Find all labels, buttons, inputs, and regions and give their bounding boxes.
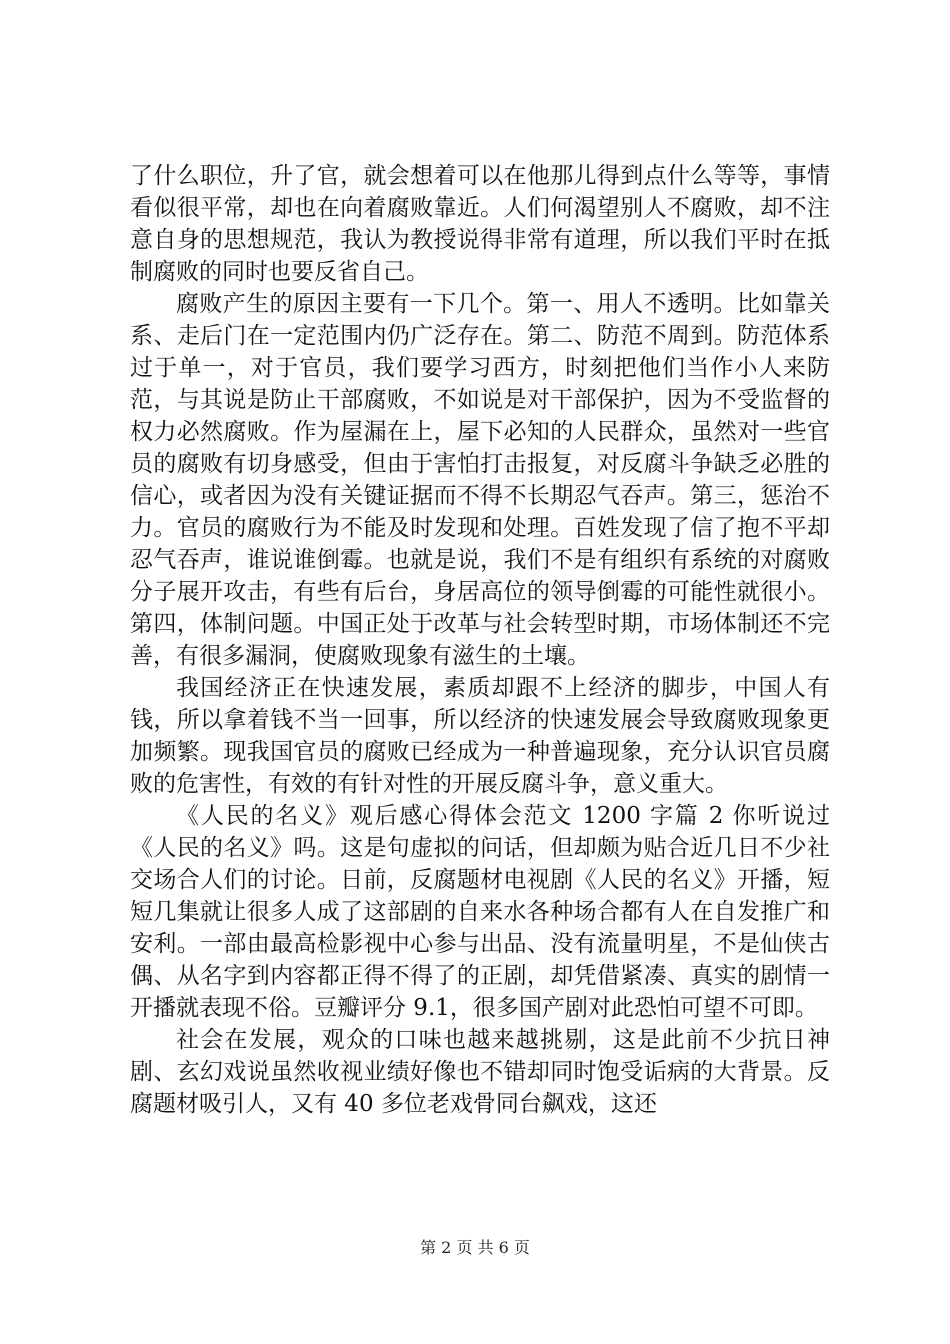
page-footer: 第 2 页 共 6 页	[420, 1238, 530, 1257]
document-body	[130, 160, 830, 1120]
paragraph-1: 了什么职位，升了官，就会想着可以在他那儿得到点什么等等，事情看似很平常，却也在向着腐败靠近。人们何渴望别人不腐败，却不注意自身的思想规范，我认为教授说得非常有道理，所以我们平时在抵制腐败的同时也要反省自己。	[130, 163, 830, 285]
paragraph-2: 腐败产生的原因主要有一下几个。第一、用人不透明。比如靠关系、走后门在一定范围内仍广泛存在。第二、防范不周到。防范体系过于单一，对于官员，我们要学习西方，时刻把他们当作小人来防范，与其说是防止干部腐败，不如说是对干部保护，因为不受监督的权力必然腐败。作为屋漏在上，屋下必知的人民群众，虽然对一些官员的腐败有切身感受，但由于害怕打击报复，对反腐斗争缺乏必胜的信心，或者因为没有关键证据而不得不长期忍气吞声。第三，惩治不力。官员的腐败行为不能及时发现和处理。百姓发现了信了抱不平却忍气吞声，谁说谁倒霉。也就是说，我们不是有组织有系统的对腐败分子展开攻击，有些有后台，身居高位的领导倒霉的可能性就很小。第四，体制问题。中国正处于改革与社会转型时期，市场体制还不完善，有很多漏洞，使腐败现象有滋生的土壤。	[130, 291, 830, 669]
paragraph-3: 我国经济正在快速发展，素质却跟不上经济的脚步，中国人有钱，所以拿着钱不当一回事，所以经济的快速发展会导致腐败现象更加频繁。现我国官员的腐败已经成为一种普遍现象，充分认识官员腐败的危害性，有效的有针对性的开展反腐斗争，意义重大。	[130, 675, 830, 797]
paragraph-5: 社会在发展，观众的口味也越来越挑剔，这是此前不少抗日神剧、玄幻戏说虽然收视业绩好像也不错却同时饱受诟病的大背景。反腐题材吸引人，又有 40 多位老戏骨同台飙戏，这还	[130, 1027, 830, 1117]
paragraph-4: 《人民的名义》观后感心得体会范文 1200 字篇 2 你听说过《人民的名义》吗。这是句虚拟的问话，但却颇为贴合近几日不少社交场合人们的讨论。日前，反腐题材电视剧《人民的名义》开播，短短几集就让很多人成了这部剧的自来水各种场合都有人在自发推广和安利。一部由最高检影视中心参与出品、没有流量明星，不是仙侠古偶、从名字到内容都正得不得了的正剧，却凭借紧凑、真实的剧情一开播就表现不俗。豆瓣评分 9.1，很多国产剧对此恐怕可望不可即。	[130, 803, 830, 1021]
